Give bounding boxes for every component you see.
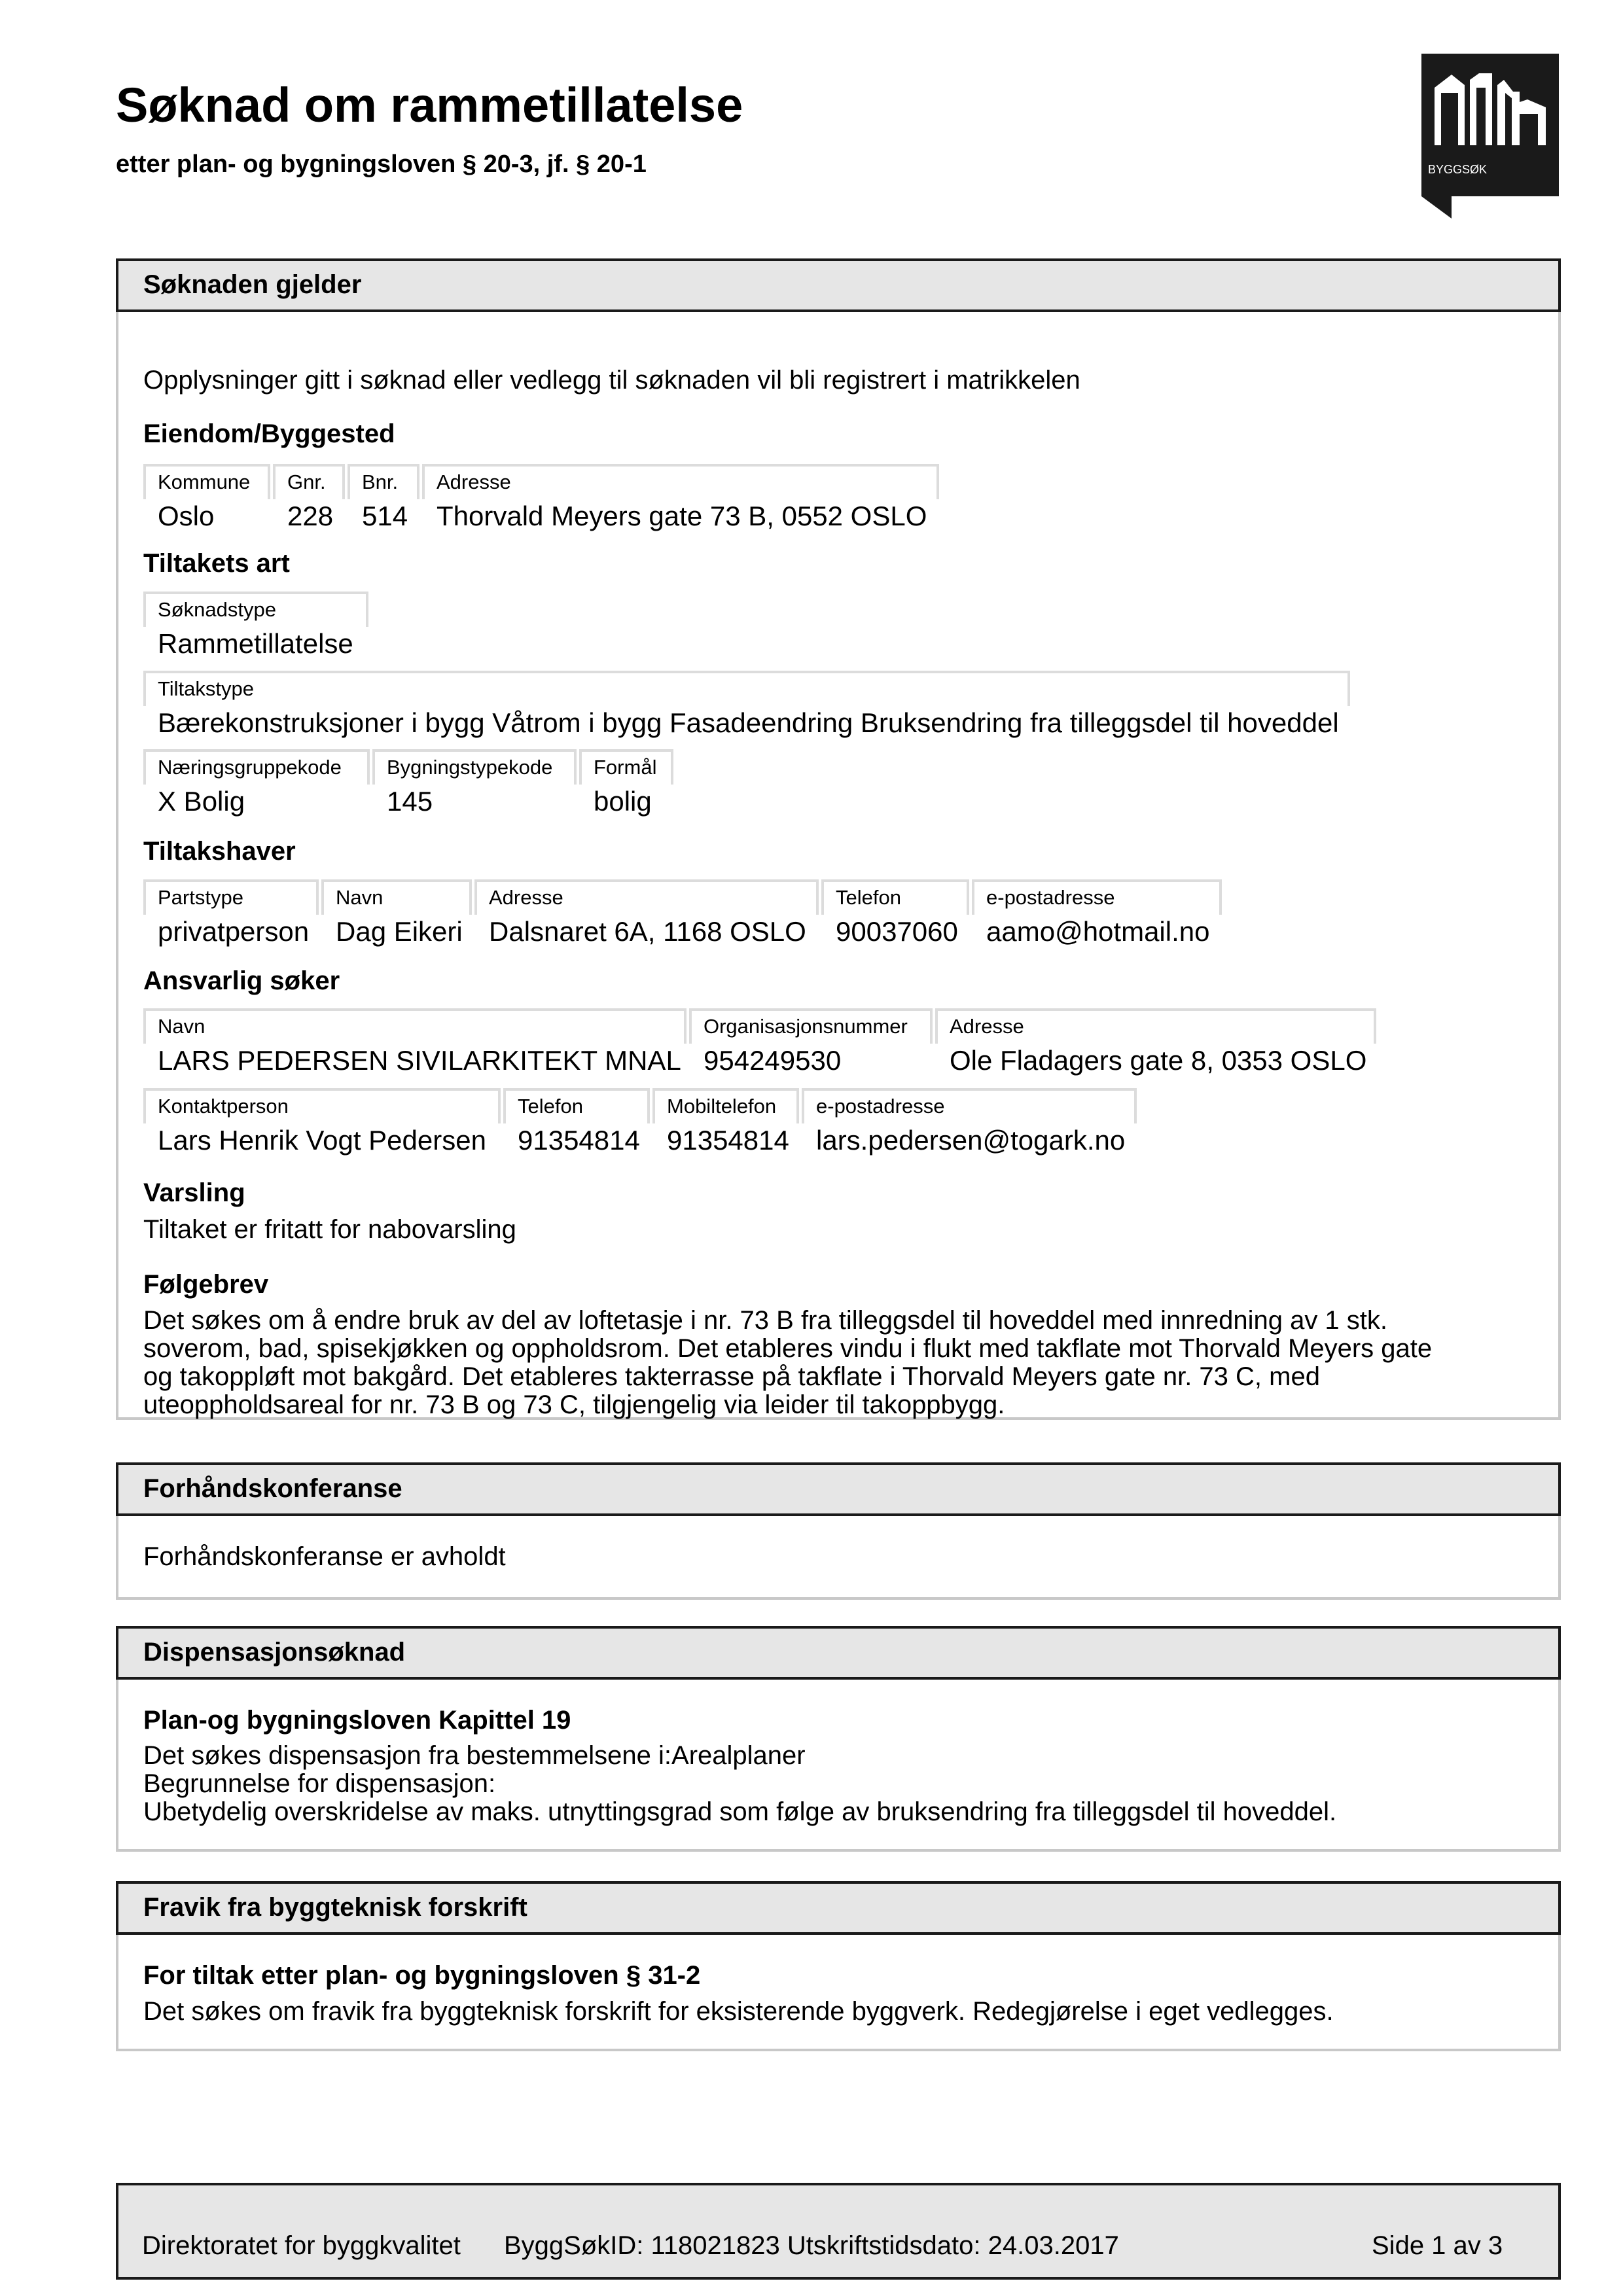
section-heading: Forhåndskonferanse <box>116 1462 1561 1516</box>
dispensasjon-subheading: Plan-og bygningsloven Kapittel 19 <box>143 1706 571 1735</box>
varsling-heading: Varsling <box>143 1178 245 1207</box>
field-label: Kontaktperson <box>143 1088 501 1123</box>
text-line: Ubetydelig overskridelse av maks. utnyttingsgrad som følge av bruksendring fra tilleggsdel til hoveddel. <box>143 1797 1337 1826</box>
field-value: lars.pedersen@togark.no <box>816 1125 1126 1156</box>
field-value: Dag Eikeri <box>336 916 463 947</box>
field-value: 145 <box>387 786 433 817</box>
field-label: Søknadstype <box>143 592 368 627</box>
intro-text: Opplysninger gitt i søknad eller vedlegg til søknaden vil bli registrert i matrikkelen <box>143 366 1080 395</box>
section-fravik <box>116 1881 1561 2051</box>
field-label: Næringsgruppekode <box>143 749 370 785</box>
text-line: soverom, bad, spisekjøkken og oppholdsrom. Det etableres vindu i flukt med takflate mot Thorvald Meyers gate <box>143 1334 1433 1363</box>
tiltakshaver-heading: Tiltakshaver <box>143 837 296 866</box>
byggsok-logo <box>1421 54 1559 219</box>
field-label: Bygningstypekode <box>372 749 577 785</box>
field-value: 954249530 <box>704 1045 842 1076</box>
field-value: 91354814 <box>518 1125 640 1156</box>
field-label: Organisasjonsnummer <box>689 1008 933 1044</box>
field-value: Oslo <box>158 501 215 531</box>
section-soknaden-gjelder <box>116 258 1561 1420</box>
field-label: Partstype <box>143 879 319 915</box>
footer-id: ByggSøkID: 118021823 Utskriftstidsdato: 24.03.2017 <box>504 2231 1119 2260</box>
field-value: 514 <box>362 501 408 531</box>
field-value: Ole Fladagers gate 8, 0353 OSLO <box>950 1045 1367 1076</box>
field-value: Thorvald Meyers gate 73 B, 0552 OSLO <box>437 501 927 531</box>
field-label: Mobiltelefon <box>652 1088 799 1123</box>
field-value: 90037060 <box>836 916 958 947</box>
field-label: Adresse <box>422 464 939 499</box>
eiendom-heading: Eiendom/Byggested <box>143 419 395 448</box>
text-line: uteoppholdsareal for nr. 73 B og 73 C, tilgjengelig via leider til takoppbygg. <box>143 1390 1005 1419</box>
field-value: LARS PEDERSEN SIVILARKITEKT MNAL <box>158 1045 681 1076</box>
footer-org: Direktoratet for byggkvalitet <box>142 2231 461 2260</box>
varsling-text: Tiltaket er fritatt for nabovarsling <box>143 1215 516 1244</box>
fravik-subheading: For tiltak etter plan- og bygningsloven § 31-2 <box>143 1961 701 1990</box>
field-value: aamo@hotmail.no <box>986 916 1210 947</box>
field-value: 228 <box>287 501 334 531</box>
text-line: Begrunnelse for dispensasjon: <box>143 1769 496 1798</box>
field-label: e-postadresse <box>972 879 1222 915</box>
section-dispensasjon <box>116 1626 1561 1852</box>
field-value: Rammetillatelse <box>158 628 353 659</box>
text-line: Det søkes om å endre bruk av del av loftetasje i nr. 73 B fra tilleggsdel til hoveddel med innredning av 1 stk. <box>143 1306 1388 1335</box>
field-label: Navn <box>321 879 472 915</box>
text-line: og takoppløft mot bakgård. Det etableres takterrasse på takflate i Thorvald Meyers gate nr. 73 C, med <box>143 1362 1320 1391</box>
folgebrev-heading: Følgebrev <box>143 1270 269 1299</box>
section-forhandskonferanse <box>116 1462 1561 1600</box>
field-label: Formål <box>579 749 673 785</box>
field-label: e-postadresse <box>802 1088 1137 1123</box>
field-value: Bærekonstruksjoner i bygg Våtrom i bygg Fasadeendring Bruksendring fra tilleggsdel til hoveddel <box>158 707 1339 738</box>
section-heading: Søknaden gjelder <box>116 258 1561 312</box>
field-label: Navn <box>143 1008 687 1044</box>
section-heading: Fravik fra byggteknisk forskrift <box>116 1881 1561 1935</box>
folgebrev-text <box>143 1307 1531 1419</box>
ansvarlig-soker-heading: Ansvarlig søker <box>143 966 340 995</box>
field-label: Telefon <box>503 1088 650 1123</box>
field-label: Gnr. <box>273 464 345 499</box>
field-value: privatperson <box>158 916 310 947</box>
field-label: Bnr. <box>348 464 419 499</box>
field-label: Telefon <box>821 879 969 915</box>
field-value: bolig <box>594 786 652 817</box>
document-subtitle: etter plan- og bygningsloven § 20-3, jf. § 20-1 <box>116 150 647 178</box>
field-label: Tiltakstype <box>143 671 1350 706</box>
document-title: Søknad om rammetillatelse <box>116 78 743 132</box>
field-value: X Bolig <box>158 786 245 817</box>
footer-page-number: Side 1 av 3 <box>1372 2231 1503 2260</box>
field-value: Lars Henrik Vogt Pedersen <box>158 1125 486 1156</box>
logo-text: BYGGSØK <box>1428 163 1488 176</box>
section-heading: Dispensasjonsøknad <box>116 1626 1561 1680</box>
field-value: Dalsnaret 6A, 1168 OSLO <box>489 916 806 947</box>
field-label: Adresse <box>935 1008 1376 1044</box>
tiltakets-art-heading: Tiltakets art <box>143 549 290 578</box>
forhandskonferanse-text: Forhåndskonferanse er avholdt <box>143 1542 506 1571</box>
field-label: Adresse <box>474 879 819 915</box>
text-line: Det søkes dispensasjon fra bestemmelsene i:Arealplaner <box>143 1741 806 1770</box>
dispensasjon-text <box>143 1742 1531 1826</box>
field-label: Kommune <box>143 464 270 499</box>
field-value: 91354814 <box>667 1125 789 1156</box>
fravik-text: Det søkes om fravik fra byggteknisk forskrift for eksisterende byggverk. Redegjørelse i eget vedlegges. <box>143 1997 1334 2026</box>
